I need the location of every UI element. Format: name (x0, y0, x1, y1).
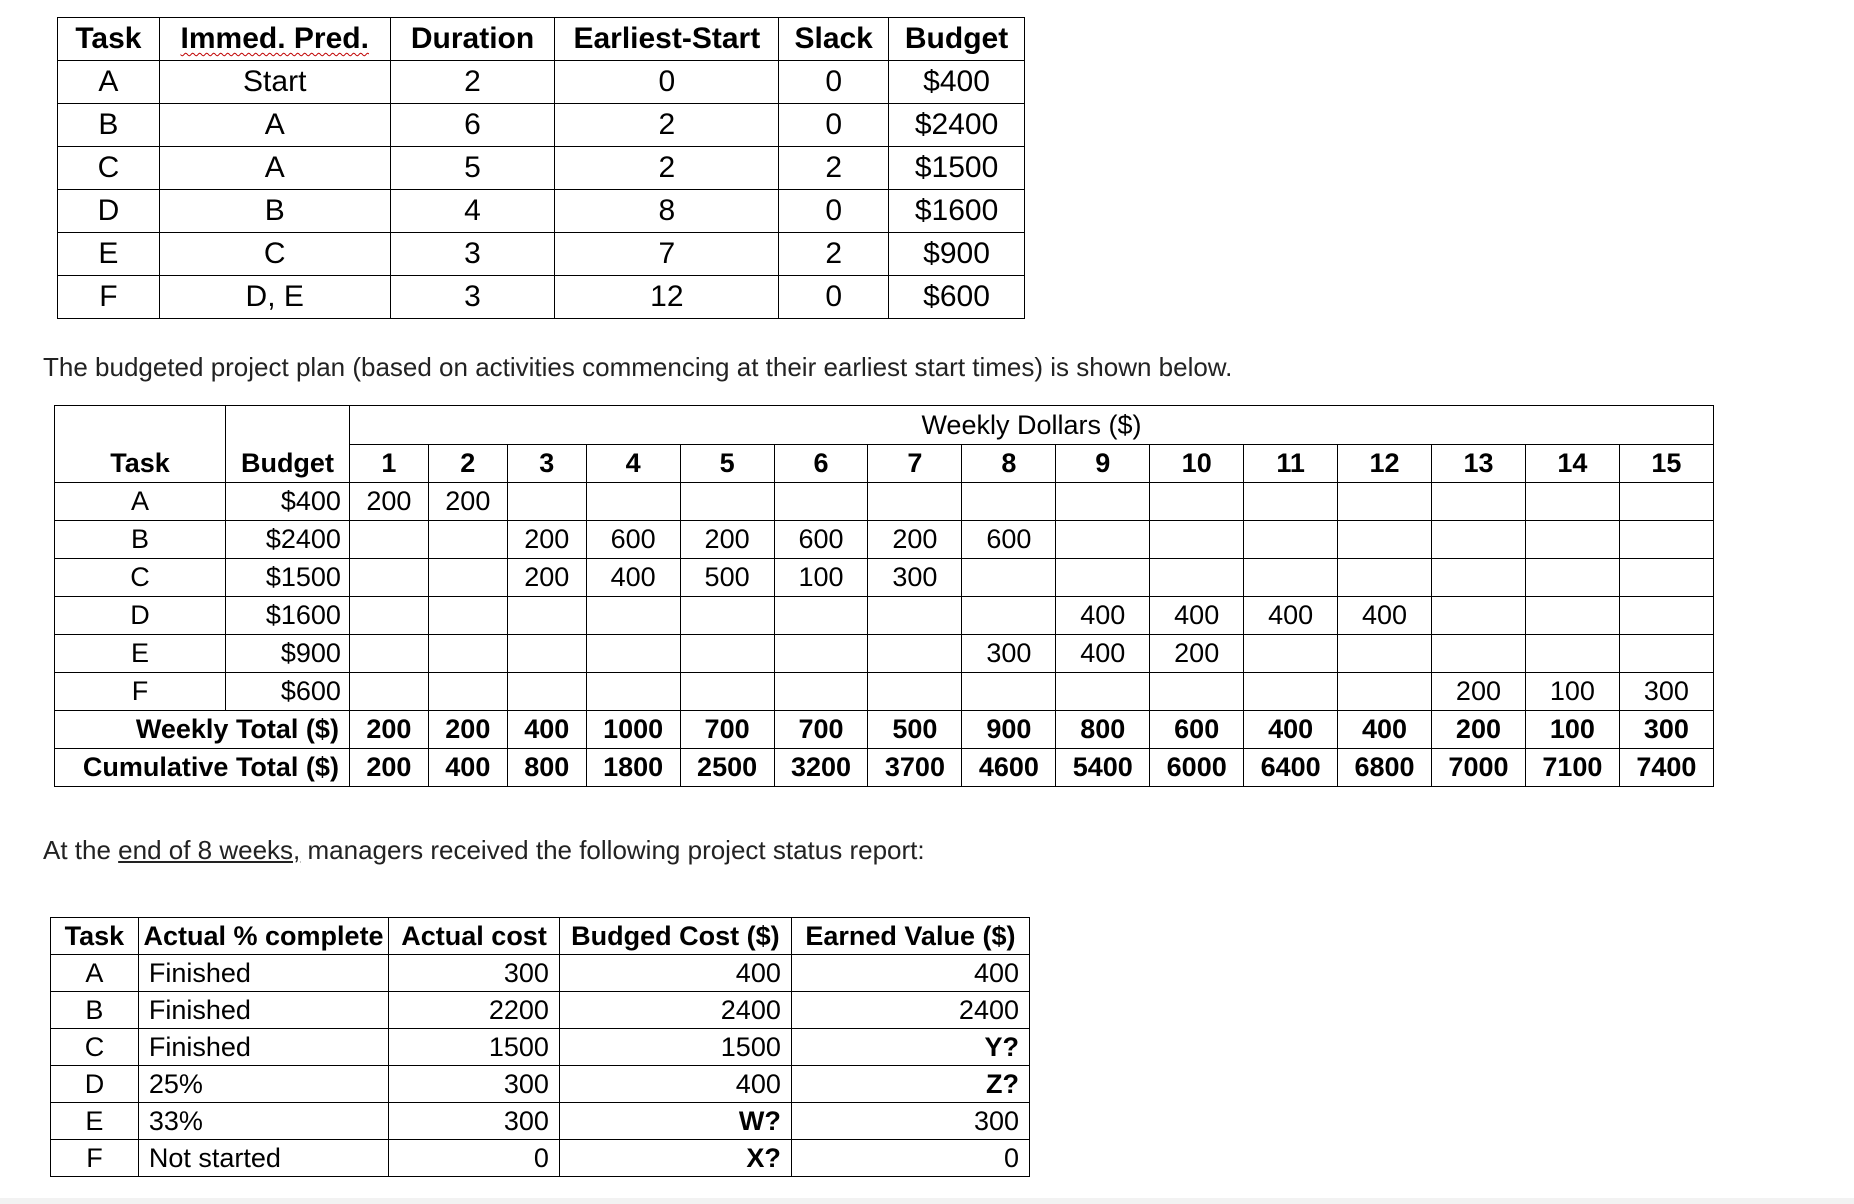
plan-week-value-cell (1338, 559, 1432, 597)
header-earliest-start: Earliest-Start (555, 18, 779, 61)
plan-week-value-cell (962, 673, 1056, 711)
plan-week-value-cell (1338, 483, 1432, 521)
plan-week-value-cell: 300 (1619, 673, 1713, 711)
task-schedule-cell: B (159, 190, 390, 233)
cumulative-total-row-cell: 6800 (1338, 749, 1432, 787)
weekly-total-row-cell: 200 (428, 711, 507, 749)
week-header-cell: 6 (774, 445, 868, 483)
plan-week-value-cell (1056, 673, 1150, 711)
plan-header-task: Task (55, 445, 226, 483)
task-schedule-cell: C (58, 147, 160, 190)
plan-week-value-cell: 200 (428, 483, 507, 521)
plan-week-value-cell: 300 (962, 635, 1056, 673)
cumulative-total-row-cell: 7400 (1619, 749, 1713, 787)
cumulative-total-row-cell: 3200 (774, 749, 868, 787)
status-cell: Finished (138, 1029, 388, 1066)
task-schedule-cell: 8 (555, 190, 779, 233)
task-schedule-cell: 3 (390, 233, 555, 276)
cumulative-total-row-cell: 4600 (962, 749, 1056, 787)
header-duration: Duration (390, 18, 555, 61)
plan-week-value-cell (868, 673, 962, 711)
plan-week-value-cell: 400 (1056, 635, 1150, 673)
week-header-cell: 11 (1244, 445, 1338, 483)
plan-task-row (55, 521, 1714, 559)
plan-week-value-cell (1525, 597, 1619, 635)
cumulative-total-row-cell: 800 (507, 749, 586, 787)
plan-week-value-cell (1619, 483, 1713, 521)
plan-budget-cell: $600 (225, 673, 349, 711)
header-budget: Budget (889, 18, 1025, 61)
plan-week-value-cell: 600 (586, 521, 680, 559)
weekly-total-row-cell: 700 (774, 711, 868, 749)
task-schedule-row (58, 147, 1025, 190)
task-schedule-row (58, 104, 1025, 147)
plan-task-cell: A (55, 483, 226, 521)
status-cell: 300 (389, 1066, 560, 1103)
weekly-total-row-cell: 600 (1150, 711, 1244, 749)
status-cell: E (51, 1103, 139, 1140)
plan-week-value-cell: 200 (507, 521, 586, 559)
week-header-cell: 9 (1056, 445, 1150, 483)
status-intro-suffix: managers received the following project status report: (300, 835, 925, 865)
status-cell: Y? (791, 1029, 1029, 1066)
task-schedule-cell: 0 (779, 190, 889, 233)
plan-week-value-cell (1432, 635, 1526, 673)
plan-week-value-cell (507, 597, 586, 635)
weekly-total-row-cell: 200 (349, 711, 428, 749)
plan-task-cell: B (55, 521, 226, 559)
plan-week-value-cell: 200 (1150, 635, 1244, 673)
plan-week-value-cell: 300 (868, 559, 962, 597)
task-schedule-cell: 12 (555, 276, 779, 319)
weekly-total-row-cell: 400 (1244, 711, 1338, 749)
status-cell: 0 (791, 1140, 1029, 1177)
week-header-cell: 10 (1150, 445, 1244, 483)
plan-week-value-cell (680, 483, 774, 521)
plan-week-value-cell: 200 (349, 483, 428, 521)
status-header-actual-pct: Actual % complete (138, 918, 388, 955)
task-schedule-cell: B (58, 104, 160, 147)
status-cell: D (51, 1066, 139, 1103)
status-cell: 300 (389, 955, 560, 992)
header-immed-pred-text: Immed. Pred. (180, 22, 369, 55)
plan-week-value-cell: 600 (962, 521, 1056, 559)
status-cell: B (51, 992, 139, 1029)
task-schedule-cell: $400 (889, 61, 1025, 104)
status-report-table (50, 917, 1030, 1177)
plan-week-value-cell (1619, 597, 1713, 635)
plan-task-cell: D (55, 597, 226, 635)
weekly-total-row-label: Weekly Total ($) (55, 711, 350, 749)
task-schedule-row (58, 233, 1025, 276)
plan-week-value-cell (962, 597, 1056, 635)
task-schedule-cell: $1600 (889, 190, 1025, 233)
plan-week-value-cell (507, 483, 586, 521)
plan-week-value-cell (349, 597, 428, 635)
week-header-cell: 3 (507, 445, 586, 483)
week-header-cell: 7 (868, 445, 962, 483)
plan-week-value-cell: 100 (774, 559, 868, 597)
plan-week-value-cell (1619, 635, 1713, 673)
week-header-cell: 5 (680, 445, 774, 483)
status-row (51, 1140, 1030, 1177)
task-schedule-cell: 2 (779, 147, 889, 190)
status-cell: 2400 (559, 992, 791, 1029)
status-report-intro (43, 835, 925, 866)
week-header-cell: 14 (1525, 445, 1619, 483)
plan-task-cell: E (55, 635, 226, 673)
weekly-total-row-cell: 1000 (586, 711, 680, 749)
status-header-earned-value: Earned Value ($) (791, 918, 1029, 955)
plan-week-value-cell (962, 483, 1056, 521)
plan-week-value-cell (868, 597, 962, 635)
status-cell: 2400 (791, 992, 1029, 1029)
plan-corner-cell-2 (225, 406, 349, 445)
status-row (51, 1029, 1030, 1066)
week-header-cell: 13 (1432, 445, 1526, 483)
plan-description-text: The budgeted project plan (based on activities commencing at their earliest start times) is shown below. (43, 352, 1233, 382)
status-row (51, 1103, 1030, 1140)
status-cell: 400 (559, 1066, 791, 1103)
plan-week-value-cell (1244, 483, 1338, 521)
header-task: Task (58, 18, 160, 61)
task-schedule-cell: D (58, 190, 160, 233)
plan-week-value-cell (868, 483, 962, 521)
status-cell: W? (559, 1103, 791, 1140)
task-schedule-cell: 2 (555, 104, 779, 147)
plan-week-value-cell (1432, 483, 1526, 521)
week-header-cell: 15 (1619, 445, 1713, 483)
plan-week-value-cell (349, 673, 428, 711)
plan-week-value-cell (1619, 559, 1713, 597)
task-schedule-cell: 0 (779, 276, 889, 319)
cumulative-total-row-cell: 2500 (680, 749, 774, 787)
status-cell: 33% (138, 1103, 388, 1140)
plan-week-value-cell (680, 673, 774, 711)
plan-budget-cell: $900 (225, 635, 349, 673)
plan-budget-cell: $1600 (225, 597, 349, 635)
status-cell: 300 (791, 1103, 1029, 1140)
plan-week-value-cell (1525, 483, 1619, 521)
cumulative-total-row (55, 749, 1714, 787)
plan-week-value-cell (586, 635, 680, 673)
plan-week-value-cell (349, 521, 428, 559)
plan-week-value-cell (1432, 521, 1526, 559)
plan-week-value-cell (1244, 559, 1338, 597)
plan-week-value-cell (349, 635, 428, 673)
status-cell: C (51, 1029, 139, 1066)
plan-week-value-cell (1056, 521, 1150, 559)
plan-week-header-row (55, 445, 1714, 483)
status-cell: 2200 (389, 992, 560, 1029)
week-header-cell: 2 (428, 445, 507, 483)
task-schedule-cell: $2400 (889, 104, 1025, 147)
task-schedule-cell: 3 (390, 276, 555, 319)
plan-week-value-cell (1244, 673, 1338, 711)
status-cell: X? (559, 1140, 791, 1177)
plan-week-value-cell (428, 635, 507, 673)
status-cell: 1500 (559, 1029, 791, 1066)
plan-task-row (55, 635, 1714, 673)
plan-week-value-cell: 100 (1525, 673, 1619, 711)
task-schedule-cell: 5 (390, 147, 555, 190)
status-cell: 300 (389, 1103, 560, 1140)
cumulative-total-row-cell: 1800 (586, 749, 680, 787)
plan-week-value-cell (428, 597, 507, 635)
weekly-total-row-cell: 200 (1432, 711, 1526, 749)
cumulative-total-row-cell: 7000 (1432, 749, 1526, 787)
plan-week-value-cell (1244, 521, 1338, 559)
plan-week-value-cell (1150, 673, 1244, 711)
task-schedule-cell: 7 (555, 233, 779, 276)
plan-week-value-cell (774, 483, 868, 521)
task-schedule-cell: E (58, 233, 160, 276)
status-cell: Finished (138, 992, 388, 1029)
status-cell: Finished (138, 955, 388, 992)
plan-week-value-cell: 400 (1244, 597, 1338, 635)
plan-week-value-cell (1056, 483, 1150, 521)
weekly-dollars-header: Weekly Dollars ($) (349, 406, 1713, 445)
plan-week-value-cell: 400 (1338, 597, 1432, 635)
plan-week-value-cell (1619, 521, 1713, 559)
plan-week-value-cell (1525, 559, 1619, 597)
plan-week-value-cell: 400 (1150, 597, 1244, 635)
plan-week-value-cell (428, 521, 507, 559)
status-header-budged-cost: Budged Cost ($) (559, 918, 791, 955)
task-schedule-cell: F (58, 276, 160, 319)
plan-week-value-cell (1338, 673, 1432, 711)
status-cell: Z? (791, 1066, 1029, 1103)
status-intro-prefix: At the (43, 835, 119, 865)
task-schedule-cell: $900 (889, 233, 1025, 276)
weekly-total-row (55, 711, 1714, 749)
task-schedule-cell: 0 (779, 104, 889, 147)
plan-week-value-cell (680, 597, 774, 635)
plan-header-budget: Budget (225, 445, 349, 483)
plan-task-row (55, 483, 1714, 521)
plan-budget-cell: $400 (225, 483, 349, 521)
cumulative-total-row-cell: 3700 (868, 749, 962, 787)
plan-week-value-cell (1150, 483, 1244, 521)
weekly-total-row-cell: 400 (507, 711, 586, 749)
weekly-total-row-cell: 900 (962, 711, 1056, 749)
plan-corner-cell (55, 406, 226, 445)
plan-week-value-cell (349, 559, 428, 597)
plan-task-row (55, 673, 1714, 711)
plan-week-value-cell (1150, 559, 1244, 597)
plan-week-value-cell: 400 (586, 559, 680, 597)
status-row (51, 1066, 1030, 1103)
task-schedule-cell: D, E (159, 276, 390, 319)
weekly-total-row-cell: 300 (1619, 711, 1713, 749)
task-schedule-cell: 0 (555, 61, 779, 104)
cumulative-total-row-cell: 6000 (1150, 749, 1244, 787)
plan-week-value-cell: 200 (680, 521, 774, 559)
cumulative-total-row-label: Cumulative Total ($) (55, 749, 350, 787)
weekly-total-row-cell: 100 (1525, 711, 1619, 749)
status-cell: 400 (791, 955, 1029, 992)
week-header-cell: 12 (1338, 445, 1432, 483)
task-schedule-cell: A (159, 147, 390, 190)
status-header-actual-cost: Actual cost (389, 918, 560, 955)
plan-task-row (55, 559, 1714, 597)
cumulative-total-row-cell: 400 (428, 749, 507, 787)
plan-week-value-cell (1525, 521, 1619, 559)
task-schedule-row (58, 61, 1025, 104)
status-row (51, 992, 1030, 1029)
plan-task-row (55, 597, 1714, 635)
plan-week-value-cell (428, 559, 507, 597)
plan-budget-cell: $2400 (225, 521, 349, 559)
status-cell: 1500 (389, 1029, 560, 1066)
header-immed-pred (159, 18, 390, 61)
plan-week-value-cell (586, 483, 680, 521)
budget-plan-table (54, 405, 1714, 787)
week-header-cell: 8 (962, 445, 1056, 483)
week-header-cell: 1 (349, 445, 428, 483)
status-cell: F (51, 1140, 139, 1177)
plan-budget-cell: $1500 (225, 559, 349, 597)
plan-week-value-cell (507, 673, 586, 711)
plan-week-value-cell (1056, 559, 1150, 597)
cumulative-total-row-cell: 7100 (1525, 749, 1619, 787)
task-schedule-cell: Start (159, 61, 390, 104)
plan-week-value-cell (774, 673, 868, 711)
task-schedule-cell: 6 (390, 104, 555, 147)
task-schedule-cell: 2 (390, 61, 555, 104)
plan-week-value-cell (1150, 521, 1244, 559)
cumulative-total-row-cell: 200 (349, 749, 428, 787)
week-header-cell: 4 (586, 445, 680, 483)
weekly-total-row-cell: 700 (680, 711, 774, 749)
plan-week-value-cell (428, 673, 507, 711)
plan-week-value-cell (1432, 559, 1526, 597)
status-cell: Not started (138, 1140, 388, 1177)
weekly-total-row-cell: 400 (1338, 711, 1432, 749)
task-schedule-cell: 4 (390, 190, 555, 233)
plan-week-value-cell (962, 559, 1056, 597)
status-header-task: Task (51, 918, 139, 955)
cumulative-total-row-cell: 5400 (1056, 749, 1150, 787)
plan-week-value-cell: 200 (868, 521, 962, 559)
task-schedule-cell: $600 (889, 276, 1025, 319)
status-cell: 25% (138, 1066, 388, 1103)
plan-week-value-cell (1338, 635, 1432, 673)
plan-week-value-cell: 500 (680, 559, 774, 597)
plan-week-value-cell (1338, 521, 1432, 559)
cumulative-total-row-cell: 6400 (1244, 749, 1338, 787)
status-cell: 0 (389, 1140, 560, 1177)
plan-week-value-cell: 200 (1432, 673, 1526, 711)
task-schedule-cell: 0 (779, 61, 889, 104)
task-schedule-cell: C (159, 233, 390, 276)
plan-week-value-cell (868, 635, 962, 673)
task-schedule-table (57, 17, 1025, 319)
status-cell: A (51, 955, 139, 992)
page-bottom-edge (0, 1198, 1854, 1204)
plan-week-value-cell (1432, 597, 1526, 635)
plan-week-value-cell (507, 635, 586, 673)
plan-week-value-cell (774, 597, 868, 635)
task-schedule-cell: $1500 (889, 147, 1025, 190)
plan-week-value-cell: 600 (774, 521, 868, 559)
task-schedule-cell: A (58, 61, 160, 104)
plan-task-cell: C (55, 559, 226, 597)
plan-week-value-cell: 400 (1056, 597, 1150, 635)
weekly-total-row-cell: 500 (868, 711, 962, 749)
plan-group-header-row (55, 406, 1714, 445)
status-intro-underlined: end of 8 weeks, (118, 835, 301, 865)
plan-week-value-cell (1525, 635, 1619, 673)
plan-week-value-cell (680, 635, 774, 673)
task-schedule-cell: A (159, 104, 390, 147)
plan-week-value-cell (586, 673, 680, 711)
plan-week-value-cell: 200 (507, 559, 586, 597)
task-schedule-row (58, 276, 1025, 319)
task-schedule-cell: 2 (555, 147, 779, 190)
task-schedule-header-row (58, 18, 1025, 61)
task-schedule-row (58, 190, 1025, 233)
task-schedule-cell: 2 (779, 233, 889, 276)
weekly-total-row-cell: 800 (1056, 711, 1150, 749)
plan-week-value-cell (774, 635, 868, 673)
plan-task-cell: F (55, 673, 226, 711)
status-row (51, 955, 1030, 992)
plan-week-value-cell (1244, 635, 1338, 673)
status-cell: 400 (559, 955, 791, 992)
header-slack: Slack (779, 18, 889, 61)
status-header-row (51, 918, 1030, 955)
plan-week-value-cell (586, 597, 680, 635)
